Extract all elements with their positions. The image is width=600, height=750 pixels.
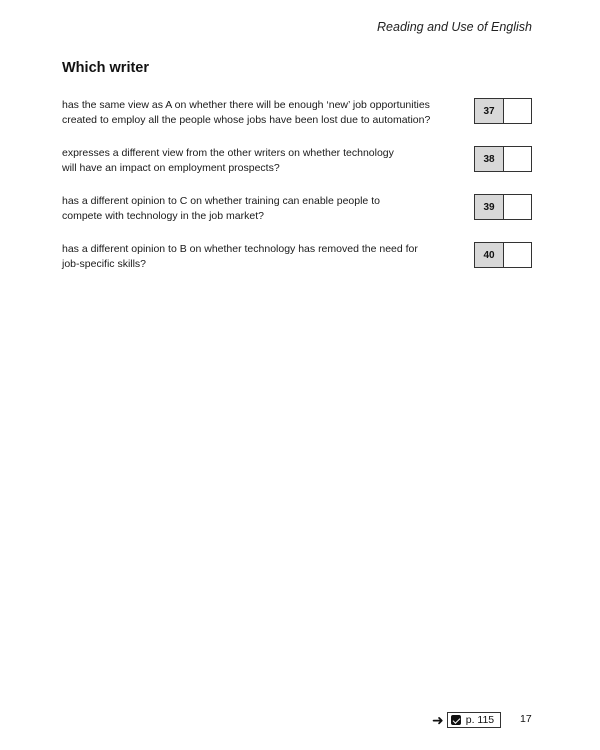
answer-box[interactable] xyxy=(474,146,532,172)
answer-box[interactable] xyxy=(474,242,532,268)
reference-label: p. 115 xyxy=(465,714,495,726)
question-line: created to employ all the people whose jobs have been lost due to automation? xyxy=(62,114,431,126)
question-line: will have an impact on employment prospects? xyxy=(62,162,280,174)
right-arrow-icon: ➜ xyxy=(432,711,444,728)
question-line: expresses a different view from the other writers on whether technology xyxy=(62,147,394,159)
answer-field[interactable] xyxy=(504,195,531,219)
question-37 xyxy=(62,98,532,146)
question-number: 39 xyxy=(475,195,504,219)
question-line: has a different opinion to B on whether technology has removed the need for xyxy=(62,243,418,255)
answer-field[interactable] xyxy=(504,99,531,123)
question-line: job-specific skills? xyxy=(62,258,147,270)
question-list xyxy=(62,98,532,290)
question-line: compete with technology in the job market? xyxy=(62,210,264,222)
answer-field[interactable] xyxy=(504,147,531,171)
question-line: has the same view as A on whether there will be enough ‘new’ job opportunities xyxy=(62,99,430,111)
question-text xyxy=(62,98,452,128)
reference-box[interactable] xyxy=(447,712,501,728)
question-number: 40 xyxy=(475,243,504,267)
page-reference[interactable] xyxy=(432,711,501,729)
checkmark-icon xyxy=(451,715,461,725)
running-title: Reading and Use of English xyxy=(377,20,532,34)
question-text xyxy=(62,242,452,272)
question-40 xyxy=(62,242,532,290)
answer-field[interactable] xyxy=(504,243,531,267)
question-line: has a different opinion to C on whether training can enable people to xyxy=(62,195,380,207)
answer-box[interactable] xyxy=(474,98,532,124)
answer-box[interactable] xyxy=(474,194,532,220)
question-39 xyxy=(62,194,532,242)
section-heading: Which writer xyxy=(62,60,150,76)
page-number: 17 xyxy=(520,713,532,725)
question-38 xyxy=(62,146,532,194)
question-text xyxy=(62,146,452,176)
question-text xyxy=(62,194,452,224)
question-number: 38 xyxy=(475,147,504,171)
question-number: 37 xyxy=(475,99,504,123)
